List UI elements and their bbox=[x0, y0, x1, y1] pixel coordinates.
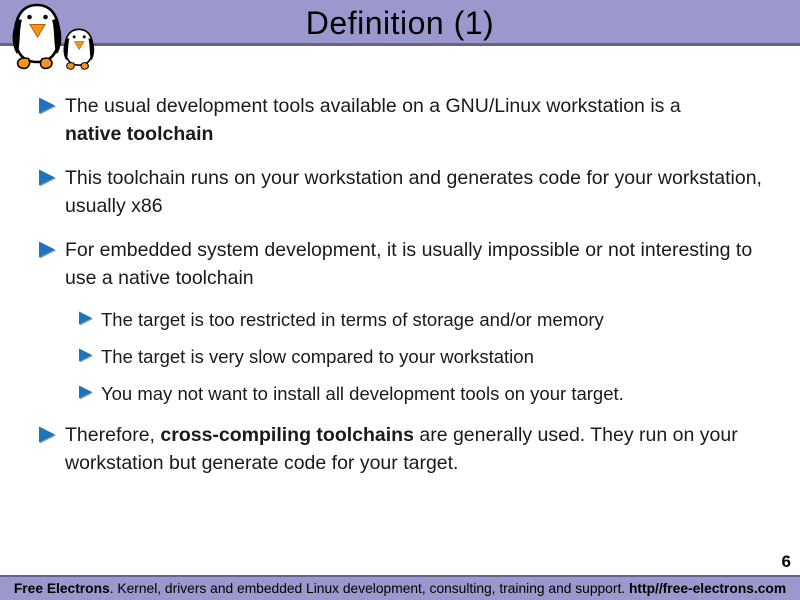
bullet-text-normal: Therefore, bbox=[65, 424, 161, 446]
slide-body bbox=[38, 92, 774, 493]
right-triangle-icon bbox=[38, 426, 56, 443]
sub-bullet-item bbox=[78, 343, 774, 370]
right-triangle-icon bbox=[78, 348, 93, 362]
bullet-text-bold: native toolchain bbox=[65, 123, 214, 145]
bullet-text: For embedded system development, it is usually impossible or not interesting to use a native toolchain bbox=[65, 239, 753, 289]
bullet-text bbox=[65, 92, 772, 148]
sub-bullet-text: You may not want to install all development tools on your target. bbox=[101, 383, 624, 404]
footer-band bbox=[0, 575, 800, 600]
right-triangle-icon bbox=[38, 241, 56, 258]
bullet-text bbox=[65, 421, 772, 477]
footer-link: http//free-electrons.com bbox=[628, 581, 787, 596]
right-triangle-icon bbox=[78, 385, 93, 399]
bullet-item bbox=[38, 236, 774, 292]
right-triangle-icon bbox=[38, 97, 56, 114]
bullet-text-normal: are generally used. They run on your workstation but generate code for your target. bbox=[65, 424, 738, 474]
sub-bullet-item bbox=[78, 306, 774, 333]
penguins-logo-icon bbox=[3, 3, 105, 73]
page-title: Definition (1) bbox=[305, 5, 495, 41]
sub-bullet-text: The target is too restricted in terms of storage and/or memory bbox=[101, 309, 604, 330]
bullet-item bbox=[38, 92, 774, 148]
bullet-item bbox=[38, 164, 774, 220]
bullet-item bbox=[38, 421, 774, 477]
sub-bullet-list bbox=[38, 306, 774, 407]
bullet-text: This toolchain runs on your workstation and generates code for your workstation, usually x86 bbox=[65, 167, 762, 217]
sub-bullet-item bbox=[78, 380, 774, 407]
footer-description: . Kernel, drivers and embedded Linux development, consulting, training and support. bbox=[109, 581, 629, 596]
right-triangle-icon bbox=[38, 169, 56, 186]
bullet-text-bold: cross-compiling toolchains bbox=[160, 424, 414, 446]
page-number: 6 bbox=[781, 552, 791, 571]
footer-brand: Free Electrons bbox=[13, 581, 110, 596]
bullet-text-normal: The usual development tools available on a GNU/Linux workstation is a bbox=[65, 95, 681, 117]
right-triangle-icon bbox=[78, 311, 93, 325]
sub-bullet-text: The target is very slow compared to your workstation bbox=[101, 346, 534, 367]
